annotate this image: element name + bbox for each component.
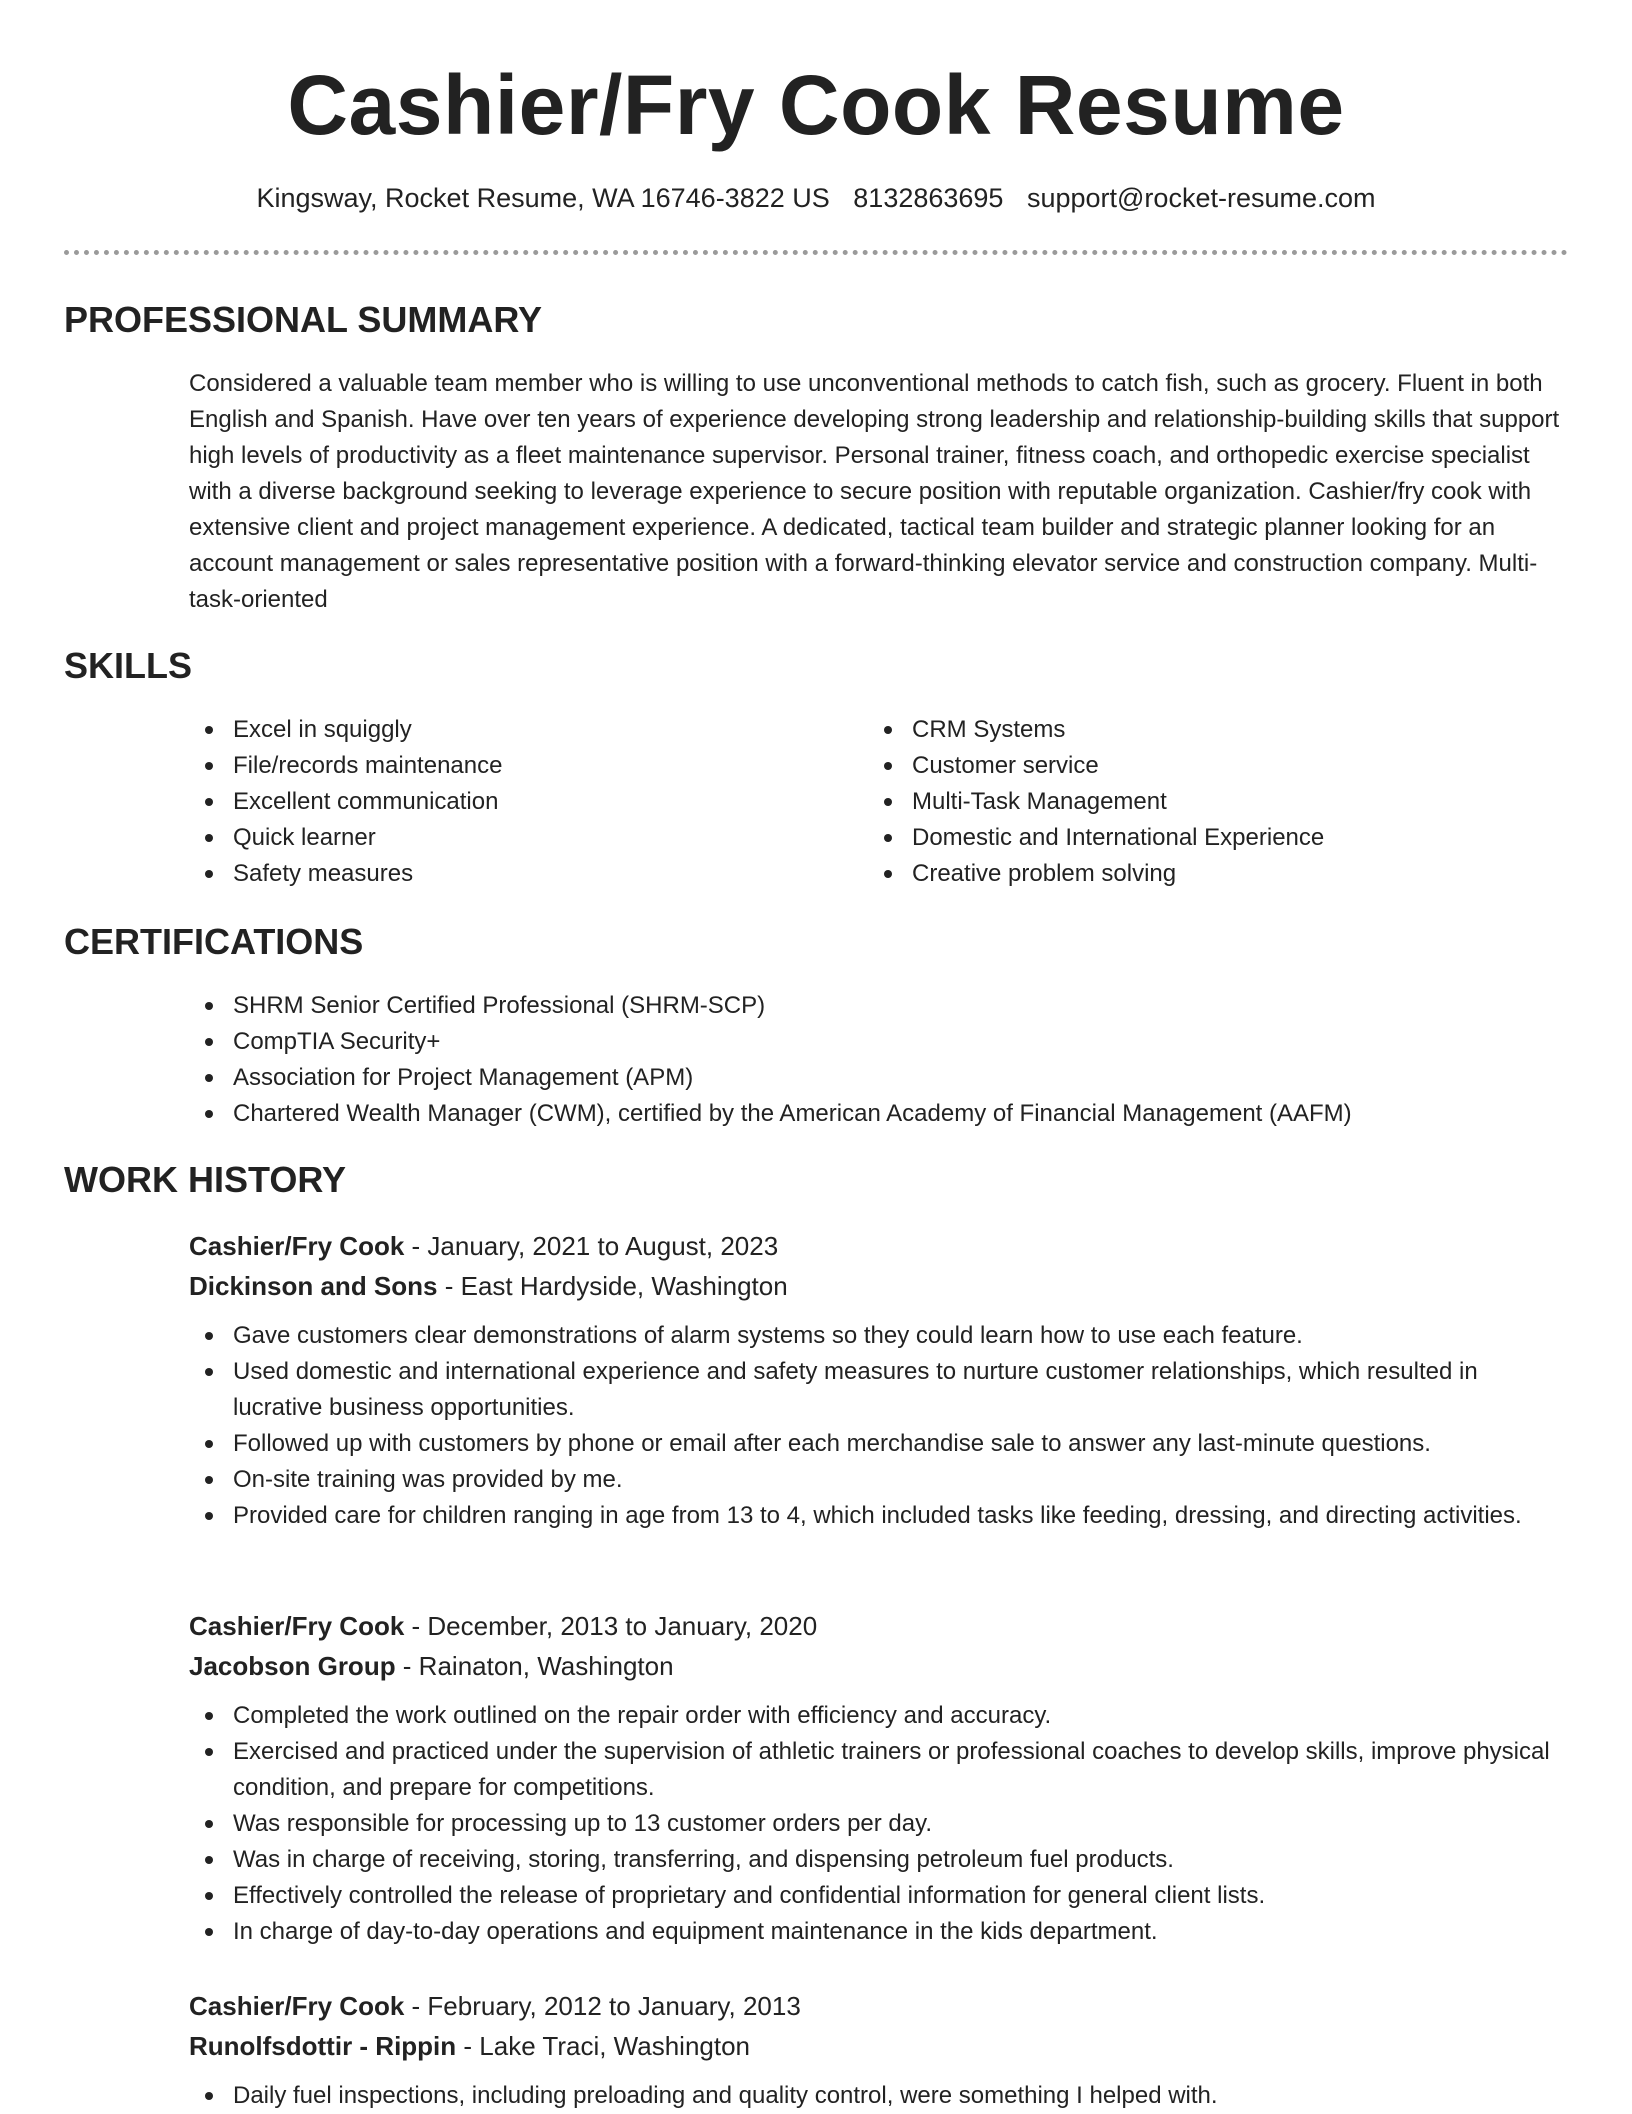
header-divider xyxy=(64,250,1568,255)
summary-text: Considered a valuable team member who is willing to use unconventional methods to catch fish, such as grocery. Fluent in both English and Spanish. Have over ten years of experience developing strong leadership and relationship-building skills that support high levels of productivity as a fleet maintenance supervisor. Personal trainer, fitness coach, and orthopedic exercise specialist with a diverse background seeking to leverage experience to secure position with reputable organization. Cashier/fry cook with extensive client and project management experience. A dedicated, tactical team builder and strategic planner looking for an account management or sales representative position with a forward-thinking elevator service and construction company. Multi-task-oriented xyxy=(189,370,1560,613)
skill-item: Safety measures xyxy=(189,856,829,892)
job-company-line xyxy=(189,2026,1569,2066)
skill-item: CRM Systems xyxy=(868,712,1508,748)
job-bullet: Followed up with customers by phone or email after each merchandise sale to answer any last-minute questions. xyxy=(189,1426,1569,1462)
job-title-line xyxy=(189,1226,1569,1266)
job-entry xyxy=(189,1986,1569,2114)
job-bullets xyxy=(189,2078,1569,2114)
skill-item: Excel in squiggly xyxy=(189,712,829,748)
resume-title: Cashier/Fry Cook Resume xyxy=(287,58,1345,152)
skill-item: Quick learner xyxy=(189,820,829,856)
contact-email: support@rocket-resume.com xyxy=(1026,183,1376,213)
job-bullet: In charge of day-to-day operations and equipment maintenance in the kids department. xyxy=(189,1914,1569,1950)
job-title: Cashier/Fry Cook xyxy=(189,1991,405,2021)
job-entry xyxy=(189,1606,1569,1950)
skill-item: Domestic and International Experience xyxy=(868,820,1508,856)
job-bullet: Daily fuel inspections, including preloading and quality control, were something I helped with. xyxy=(189,2078,1569,2114)
skills-list-right xyxy=(868,712,1508,892)
job-dates: - December, 2013 to January, 2020 xyxy=(404,1611,818,1641)
job-location: - Rainaton, Washington xyxy=(395,1651,674,1681)
job-title-line xyxy=(189,1986,1569,2026)
job-bullet: Provided care for children ranging in age from 13 to 4, which included tasks like feeding, dressing, and directing activities. xyxy=(189,1498,1569,1534)
job-entry xyxy=(189,1226,1569,1534)
job-dates: - January, 2021 to August, 2023 xyxy=(404,1231,779,1261)
certification-item: Chartered Wealth Manager (CWM), certified by the American Academy of Financial Management (AAFM) xyxy=(189,1096,1569,1132)
job-bullet: Completed the work outlined on the repair order with efficiency and accuracy. xyxy=(189,1698,1569,1734)
job-bullet: Used domestic and international experience and safety measures to nurture customer relationships, which resulted in lucrative business opportunities. xyxy=(189,1354,1569,1426)
job-title-line xyxy=(189,1606,1569,1646)
certifications-list xyxy=(189,988,1569,1132)
job-dates: - February, 2012 to January, 2013 xyxy=(404,1991,801,2021)
job-location: - Lake Traci, Washington xyxy=(456,2031,751,2061)
skill-item: File/records maintenance xyxy=(189,748,829,784)
job-company: Dickinson and Sons xyxy=(189,1271,438,1301)
job-company: Runolfsdottir - Rippin xyxy=(189,2031,457,2061)
job-bullet: Exercised and practiced under the supervision of athletic trainers or professional coaches to develop skills, improve physical condition, and prepare for competitions. xyxy=(189,1734,1569,1806)
job-company-line xyxy=(189,1266,1569,1306)
contact-line xyxy=(0,180,1632,216)
certifications-heading: CERTIFICATIONS xyxy=(64,921,364,962)
skills-heading: SKILLS xyxy=(64,645,193,686)
job-bullet: Was in charge of receiving, storing, transferring, and dispensing petroleum fuel products. xyxy=(189,1842,1569,1878)
summary-heading: PROFESSIONAL SUMMARY xyxy=(64,299,543,340)
skill-item: Excellent communication xyxy=(189,784,829,820)
skills-list-left xyxy=(189,712,829,892)
contact-address: Kingsway, Rocket Resume, WA 16746-3822 US xyxy=(256,183,830,213)
job-bullet: Gave customers clear demonstrations of alarm systems so they could learn how to use each feature. xyxy=(189,1318,1569,1354)
job-bullets xyxy=(189,1698,1569,1950)
job-bullet: On-site training was provided by me. xyxy=(189,1462,1569,1498)
skill-item: Creative problem solving xyxy=(868,856,1508,892)
job-company: Jacobson Group xyxy=(189,1651,396,1681)
job-bullet: Effectively controlled the release of proprietary and confidential information for general client lists. xyxy=(189,1878,1569,1914)
contact-phone: 8132863695 xyxy=(853,183,1004,213)
job-title: Cashier/Fry Cook xyxy=(189,1611,405,1641)
skill-item: Multi-Task Management xyxy=(868,784,1508,820)
certification-item: Association for Project Management (APM) xyxy=(189,1060,1569,1096)
work-history-heading: WORK HISTORY xyxy=(64,1159,347,1200)
job-title: Cashier/Fry Cook xyxy=(189,1231,405,1261)
job-company-line xyxy=(189,1646,1569,1686)
certification-item: SHRM Senior Certified Professional (SHRM-SCP) xyxy=(189,988,1569,1024)
job-bullet: Was responsible for processing up to 13 customer orders per day. xyxy=(189,1806,1569,1842)
job-location: - East Hardyside, Washington xyxy=(437,1271,788,1301)
certification-item: CompTIA Security+ xyxy=(189,1024,1569,1060)
job-bullets xyxy=(189,1318,1569,1534)
skill-item: Customer service xyxy=(868,748,1508,784)
